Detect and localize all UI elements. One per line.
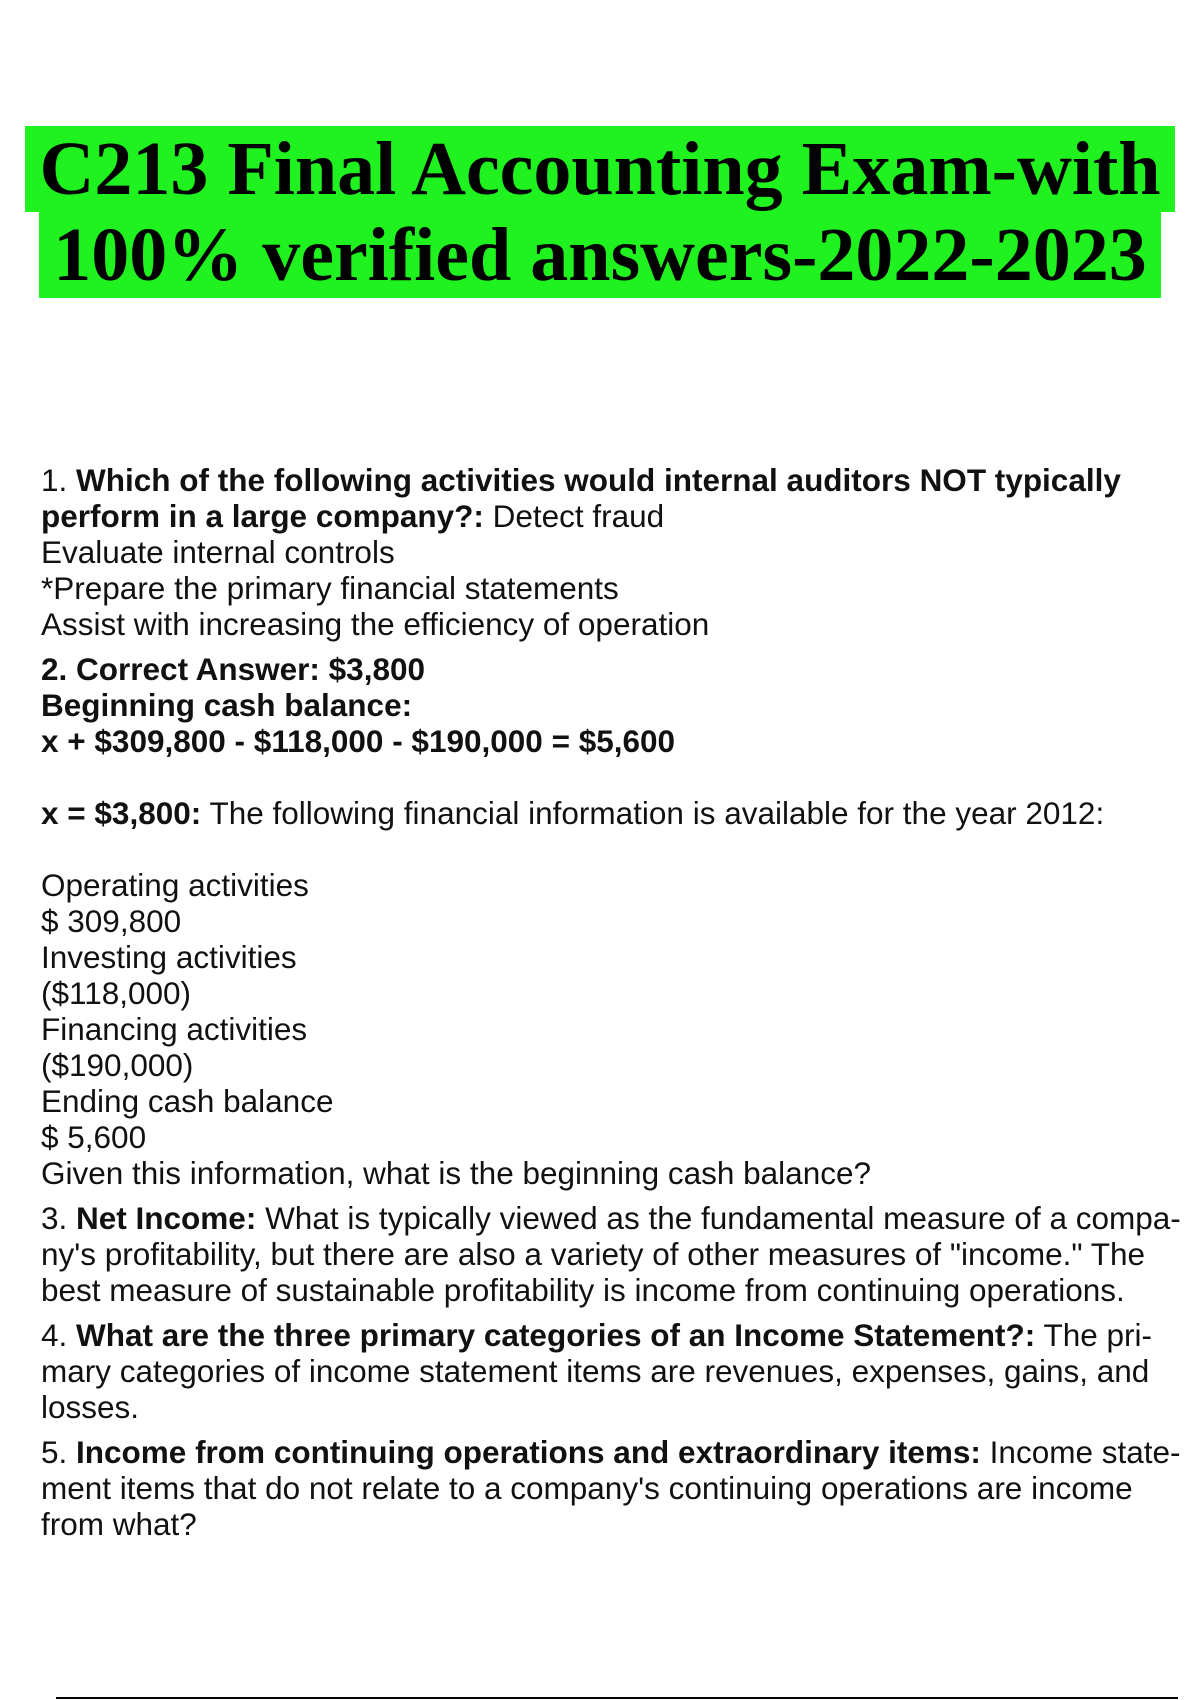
- question-1: [41, 462, 1196, 642]
- answer-text: from what?: [41, 1506, 197, 1542]
- financial-item: Financing activities: [41, 1011, 308, 1047]
- answer-text: The pri-: [1035, 1317, 1152, 1353]
- answer-text: What is typically viewed as the fundamental measure of a compa-: [256, 1200, 1181, 1236]
- title-line-2: 100% verified answers-2022-2023: [39, 212, 1160, 298]
- answer-option: Assist with increasing the efficiency of operation: [41, 606, 710, 642]
- answer-text: ment items that do not relate to a company's continuing operations are income: [41, 1470, 1133, 1506]
- answer-text: Income state-: [980, 1434, 1181, 1470]
- question-term: Beginning cash balance:: [41, 687, 413, 723]
- document-title: [0, 126, 1200, 298]
- answer-option: Evaluate internal controls: [41, 534, 395, 570]
- answer-text: The following financial information is available for the year 2012:: [201, 795, 1105, 831]
- question-number: 3.: [41, 1200, 77, 1236]
- question-4: [41, 1317, 1196, 1425]
- question-5: [41, 1434, 1196, 1542]
- question-list: [41, 462, 1196, 1551]
- answer-text: losses.: [41, 1389, 140, 1425]
- question-term: What are the three primary categories of an Income Statement?:: [76, 1317, 1036, 1353]
- question-number: 1.: [41, 462, 77, 498]
- financial-item: ($190,000): [41, 1047, 194, 1083]
- answer-text: best measure of sustainable profitability is income from continuing operations.: [41, 1272, 1125, 1308]
- question-term: Which of the following activities would internal auditors NOT typically perform in a large company?:: [41, 462, 1130, 534]
- answer-option: *Prepare the primary financial statements: [41, 570, 619, 606]
- question-term: Net Income:: [76, 1200, 257, 1236]
- title-line-1: C213 Final Accounting Exam-with: [25, 126, 1174, 212]
- financial-item: Ending cash balance: [41, 1083, 334, 1119]
- answer-text: Detect fraud: [483, 498, 665, 534]
- question-term: 2. Correct Answer: $3,800: [41, 651, 426, 687]
- answer-text: ny's profitability, but there are also a variety of other measures of "income." The: [41, 1236, 1145, 1272]
- question-3: [41, 1200, 1196, 1308]
- question-number: 5.: [41, 1434, 77, 1470]
- spacer: [41, 759, 1196, 795]
- question-term: x + $309,800 - $118,000 - $190,000 = $5,600: [41, 723, 676, 759]
- question-term: x = $3,800:: [41, 795, 202, 831]
- financial-item: $ 309,800: [41, 903, 182, 939]
- financial-item: Operating activities: [41, 867, 309, 903]
- question-1-text: [41, 462, 1196, 534]
- spacer: [41, 831, 1196, 867]
- page-bottom-divider: [56, 1697, 1178, 1699]
- financial-item: ($118,000): [41, 975, 192, 1011]
- financial-item: $ 5,600: [41, 1119, 147, 1155]
- question-2: [41, 651, 1196, 1191]
- question-number: 4.: [41, 1317, 77, 1353]
- answer-text: mary categories of income statement items are revenues, expenses, gains, and: [41, 1353, 1150, 1389]
- financial-item: Given this information, what is the beginning cash balance?: [41, 1155, 871, 1191]
- question-term: Income from continuing operations and extraordinary items:: [76, 1434, 981, 1470]
- financial-item: Investing activities: [41, 939, 297, 975]
